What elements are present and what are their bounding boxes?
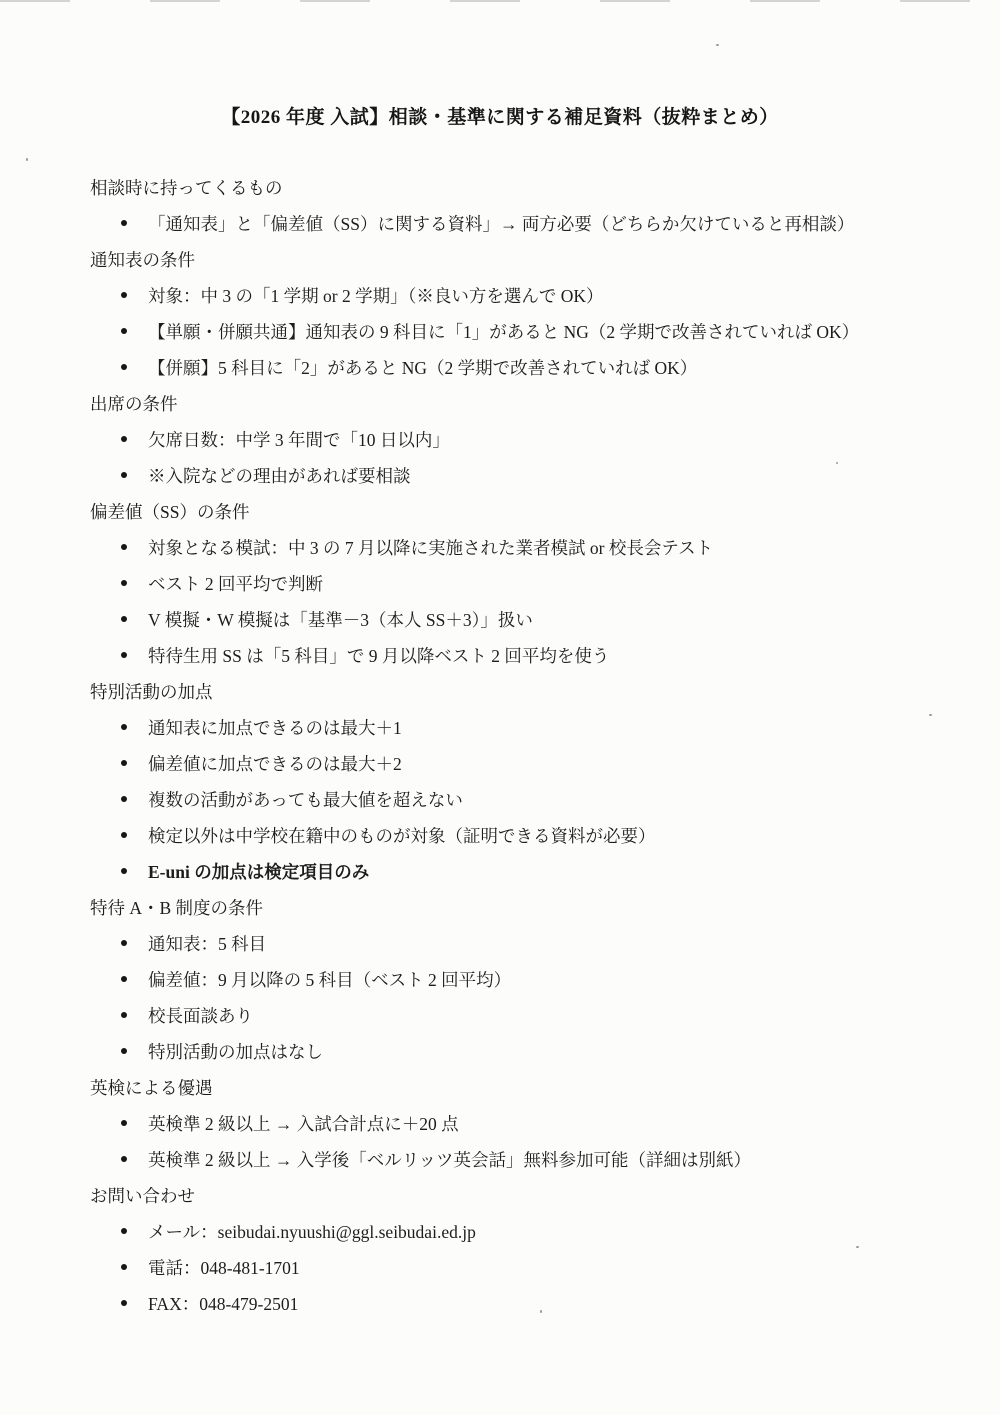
bullet-icon <box>121 472 127 478</box>
bullet-icon <box>121 1012 127 1018</box>
list-item <box>0 601 1000 637</box>
list-item-text: 複数の活動があっても最大値を超えない <box>148 789 463 810</box>
section-heading-deviation-score: 偏差値（SS）の条件 <box>90 501 250 522</box>
bullet-icon <box>121 580 127 586</box>
list-item <box>0 745 1000 781</box>
list-item-text: 「通知表」と「偏差値（SS）に関する資料」→ 両方必要（どちらか欠けていると再相談） <box>148 213 855 234</box>
list-item <box>0 349 1000 385</box>
bullet-icon <box>121 976 127 982</box>
bullet-icon <box>121 328 127 334</box>
list-item <box>0 709 1000 745</box>
list-item-text: 英検準 2 級以上 → 入学後「ベルリッツ英会話」無料参加可能（詳細は別紙） <box>148 1149 752 1170</box>
contact-fax-text: FAX：048-479-2501 <box>148 1293 299 1314</box>
list-item-text: 欠席日数：中学 3 年間で「10 日以内」 <box>148 429 450 450</box>
section-heading-bring-items: 相談時に持ってくるもの <box>90 177 283 198</box>
list-item <box>0 1033 1000 1069</box>
list-item <box>0 529 1000 565</box>
list-item <box>0 817 1000 853</box>
list-item <box>0 1141 1000 1177</box>
section-heading-contact: お問い合わせ <box>90 1185 195 1206</box>
list-item-text: 偏差値：9 月以降の 5 科目（ベスト 2 回平均） <box>148 969 512 990</box>
bullet-icon <box>121 292 127 298</box>
list-item-text: 対象となる模試：中 3 の 7 月以降に実施された業者模試 or 校長会テスト <box>148 537 714 558</box>
list-item-text: V 模擬・W 模擬は「基準－3（本人 SS＋3）」扱い <box>148 609 533 630</box>
list-item-text: ※入院などの理由があれば要相談 <box>148 465 411 486</box>
list-item-text: 通知表に加点できるのは最大＋1 <box>148 717 402 738</box>
bullet-icon <box>121 868 127 874</box>
contact-phone-text: 電話：048-481-1701 <box>148 1257 300 1278</box>
list-item <box>0 313 1000 349</box>
section-heading-eiken-preference: 英検による優遇 <box>90 1077 213 1098</box>
bullet-icon <box>121 1264 127 1270</box>
list-item-email <box>0 1213 1000 1249</box>
section-heading-report-card: 通知表の条件 <box>90 249 195 270</box>
bullet-icon <box>121 760 127 766</box>
section-heading-special-activities: 特別活動の加点 <box>90 681 213 702</box>
blank-line <box>0 133 1000 169</box>
list-item-text: 英検準 2 級以上 → 入試合計点に＋20 点 <box>148 1113 459 1134</box>
list-item-text: 【併願】5 科目に「2」があると NG（2 学期で改善されていれば OK） <box>148 357 698 378</box>
list-item-fax <box>0 1285 1000 1321</box>
list-item-phone <box>0 1249 1000 1285</box>
bullet-icon <box>121 364 127 370</box>
page-title: 【2026 年度 入試】相談・基準に関する補足資料（抜粋まとめ） <box>221 106 779 128</box>
bullet-icon <box>121 1228 127 1234</box>
list-item-text: 【単願・併願共通】通知表の 9 科目に「1」があると NG（2 学期で改善されていれば OK） <box>148 321 860 342</box>
list-item-text: 特別活動の加点はなし <box>148 1041 323 1062</box>
bullet-icon <box>121 1156 127 1162</box>
list-item-text: 対象：中 3 の「1 学期 or 2 学期」（※良い方を選んで OK） <box>148 285 604 306</box>
list-item <box>0 421 1000 457</box>
list-item <box>0 961 1000 997</box>
list-item-text: ベスト 2 回平均で判断 <box>148 573 323 594</box>
list-item <box>0 925 1000 961</box>
bullet-icon <box>121 652 127 658</box>
list-item-text: 通知表：5 科目 <box>148 933 267 954</box>
list-item <box>0 277 1000 313</box>
list-item-text: 偏差値に加点できるのは最大＋2 <box>148 753 402 774</box>
bullet-icon <box>121 1300 127 1306</box>
bullet-icon <box>121 724 127 730</box>
bullet-icon <box>121 220 127 226</box>
bullet-icon <box>121 796 127 802</box>
list-item-text: 検定以外は中学校在籍中のものが対象（証明できる資料が必要） <box>148 825 656 846</box>
bullet-icon <box>121 436 127 442</box>
bullet-icon <box>121 616 127 622</box>
section-heading-scholarship-ab: 特待 A・B 制度の条件 <box>90 897 264 918</box>
list-item <box>0 1105 1000 1141</box>
list-item-text: 特待生用 SS は「5 科目」で 9 月以降ベスト 2 回平均を使う <box>148 645 610 666</box>
section-heading-attendance: 出席の条件 <box>90 393 178 414</box>
list-item-text: 校長面談あり <box>148 1005 253 1026</box>
bullet-icon <box>121 832 127 838</box>
bullet-icon <box>121 544 127 550</box>
list-item <box>0 853 1000 889</box>
list-item <box>0 565 1000 601</box>
bullet-icon <box>121 940 127 946</box>
bullet-icon <box>121 1048 127 1054</box>
list-item <box>0 997 1000 1033</box>
list-item <box>0 205 1000 241</box>
list-item <box>0 637 1000 673</box>
list-item <box>0 781 1000 817</box>
contact-email-text: メール：seibudai.nyuushi@ggl.seibudai.ed.jp <box>148 1221 476 1242</box>
list-item <box>0 457 1000 493</box>
list-item-text: E-uni の加点は検定項目のみ <box>148 861 370 882</box>
bullet-icon <box>121 1120 127 1126</box>
